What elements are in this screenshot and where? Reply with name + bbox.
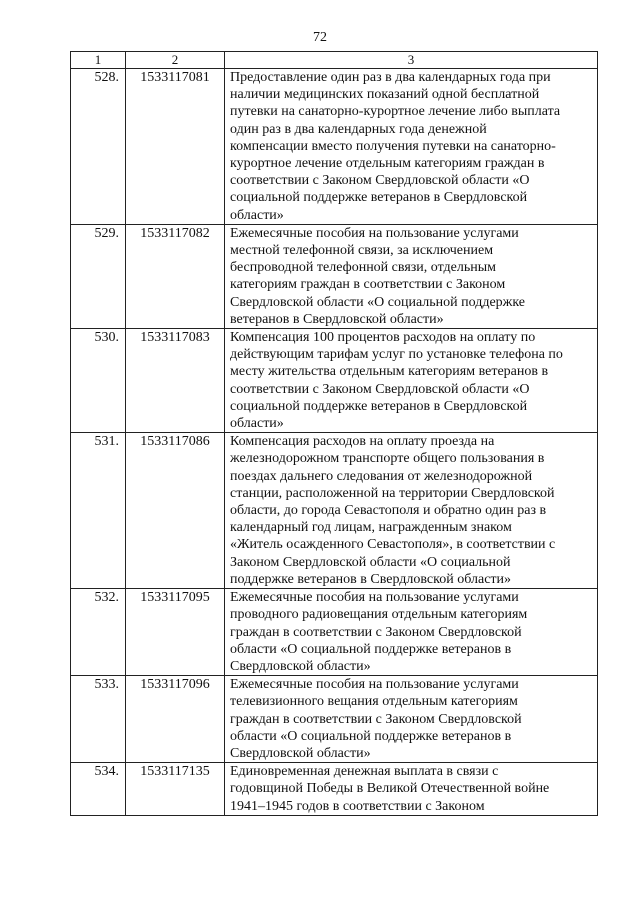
description-line: курортное лечение отдельным категориям граждан в — [230, 156, 545, 172]
row-number: 532. — [71, 589, 126, 676]
table-row — [71, 676, 598, 763]
column-header-1: 1 — [71, 52, 126, 69]
row-description — [225, 69, 598, 225]
description-line: граждан в соответствии с Законом Свердловской — [230, 624, 522, 640]
description-line: Единовременная денежная выплата в связи с — [230, 764, 499, 780]
table-row — [71, 329, 598, 433]
description-line: соответствии с Законом Свердловской области «О — [230, 173, 530, 189]
description-line: компенсации вместо получения путевки на санаторно- — [230, 138, 556, 154]
row-code: 1533117083 — [126, 329, 225, 433]
table-row — [71, 589, 598, 676]
row-code: 1533117081 — [126, 69, 225, 225]
description-line: 1941–1945 годов в соответствии с Законом — [230, 798, 485, 814]
description-line: календарный год лицам, награжденным знаком — [230, 520, 512, 536]
description-line: Ежемесячные пособия на пользование услугами — [230, 677, 519, 693]
description-line: Законом Свердловской области «О социальной — [230, 554, 511, 570]
page-number: 72 — [313, 30, 327, 45]
description-line: области» — [230, 207, 284, 223]
description-line: граждан в соответствии с Законом Свердловской — [230, 711, 522, 727]
row-number: 529. — [71, 224, 126, 328]
description-line: области» — [230, 416, 284, 432]
description-line: Компенсация 100 процентов расходов на оплату по — [230, 330, 536, 346]
row-code: 1533117135 — [126, 763, 225, 816]
description-line: соответствии с Законом Свердловской области «О — [230, 381, 530, 397]
description-line: Свердловской области «О социальной поддержке — [230, 294, 526, 310]
row-code: 1533117096 — [126, 676, 225, 763]
table-row — [71, 224, 598, 328]
description-line: Компенсация расходов на оплату проезда на — [230, 434, 495, 450]
description-line: Ежемесячные пособия на пользование услугами — [230, 590, 519, 606]
description-line: поездах дальнего следования от железнодорожной — [230, 468, 533, 484]
row-description — [225, 589, 598, 676]
description-line: Предоставление один раз в два календарных года при — [230, 70, 551, 85]
description-line: Свердловской области» — [230, 745, 371, 761]
column-header-2: 2 — [126, 52, 225, 69]
row-description — [225, 763, 598, 816]
description-line: Ежемесячные пособия на пользование услугами — [230, 225, 519, 241]
description-line: Свердловской области» — [230, 658, 371, 674]
row-number: 528. — [71, 69, 126, 225]
row-number: 530. — [71, 329, 126, 433]
description-line: области «О социальной поддержке ветеранов в — [230, 728, 512, 744]
row-description — [225, 676, 598, 763]
column-header-3: 3 — [225, 52, 598, 69]
row-description — [225, 433, 598, 589]
description-line: проводного радиовещания отдельным категориям — [230, 607, 528, 623]
description-line: местной телефонной связи, за исключением — [230, 243, 494, 259]
description-line: беспроводной телефонной связи, отдельным — [230, 260, 496, 276]
row-number: 534. — [71, 763, 126, 816]
row-code: 1533117082 — [126, 224, 225, 328]
description-line: наличии медицинских показаний одной бесплатной — [230, 87, 540, 103]
description-line: ветеранов в Свердловской области» — [230, 311, 444, 327]
row-code: 1533117095 — [126, 589, 225, 676]
description-line: годовщиной Победы в Великой Отечественной войне — [230, 781, 550, 797]
description-line: железнодорожном транспорте общего пользования в — [230, 451, 545, 467]
table-header-row — [71, 52, 598, 69]
description-line: категориям граждан в соответствии с Законом — [230, 277, 506, 293]
description-line: области «О социальной поддержке ветеранов в — [230, 641, 512, 657]
row-number: 533. — [71, 676, 126, 763]
table-row — [71, 763, 598, 816]
description-line: поддержке ветеранов в Свердловской области» — [230, 571, 512, 587]
description-line: области, до города Севастополя и обратно один раз в — [230, 503, 547, 519]
description-line: «Житель осажденного Севастополя», в соответствии с — [230, 537, 556, 553]
description-line: телевизионного вещания отдельным категориям — [230, 694, 518, 710]
description-line: месту жительства отдельным категориям ветеранов в — [230, 364, 549, 380]
row-number: 531. — [71, 433, 126, 589]
row-description — [225, 329, 598, 433]
table-row — [71, 433, 598, 589]
description-line: путевки на санаторно-курортное лечение либо выплата — [230, 104, 561, 120]
row-description — [225, 224, 598, 328]
description-line: действующим тарифам услуг по установке телефона по — [230, 347, 563, 363]
table-row — [71, 69, 598, 225]
description-line: социальной поддержке ветеранов в Свердловской — [230, 398, 528, 414]
services-table — [70, 51, 598, 816]
description-line: социальной поддержке ветеранов в Свердловской — [230, 190, 528, 206]
description-line: один раз в два календарных года денежной — [230, 121, 487, 137]
row-code: 1533117086 — [126, 433, 225, 589]
description-line: станции, расположенной на территории Свердловской — [230, 485, 555, 501]
